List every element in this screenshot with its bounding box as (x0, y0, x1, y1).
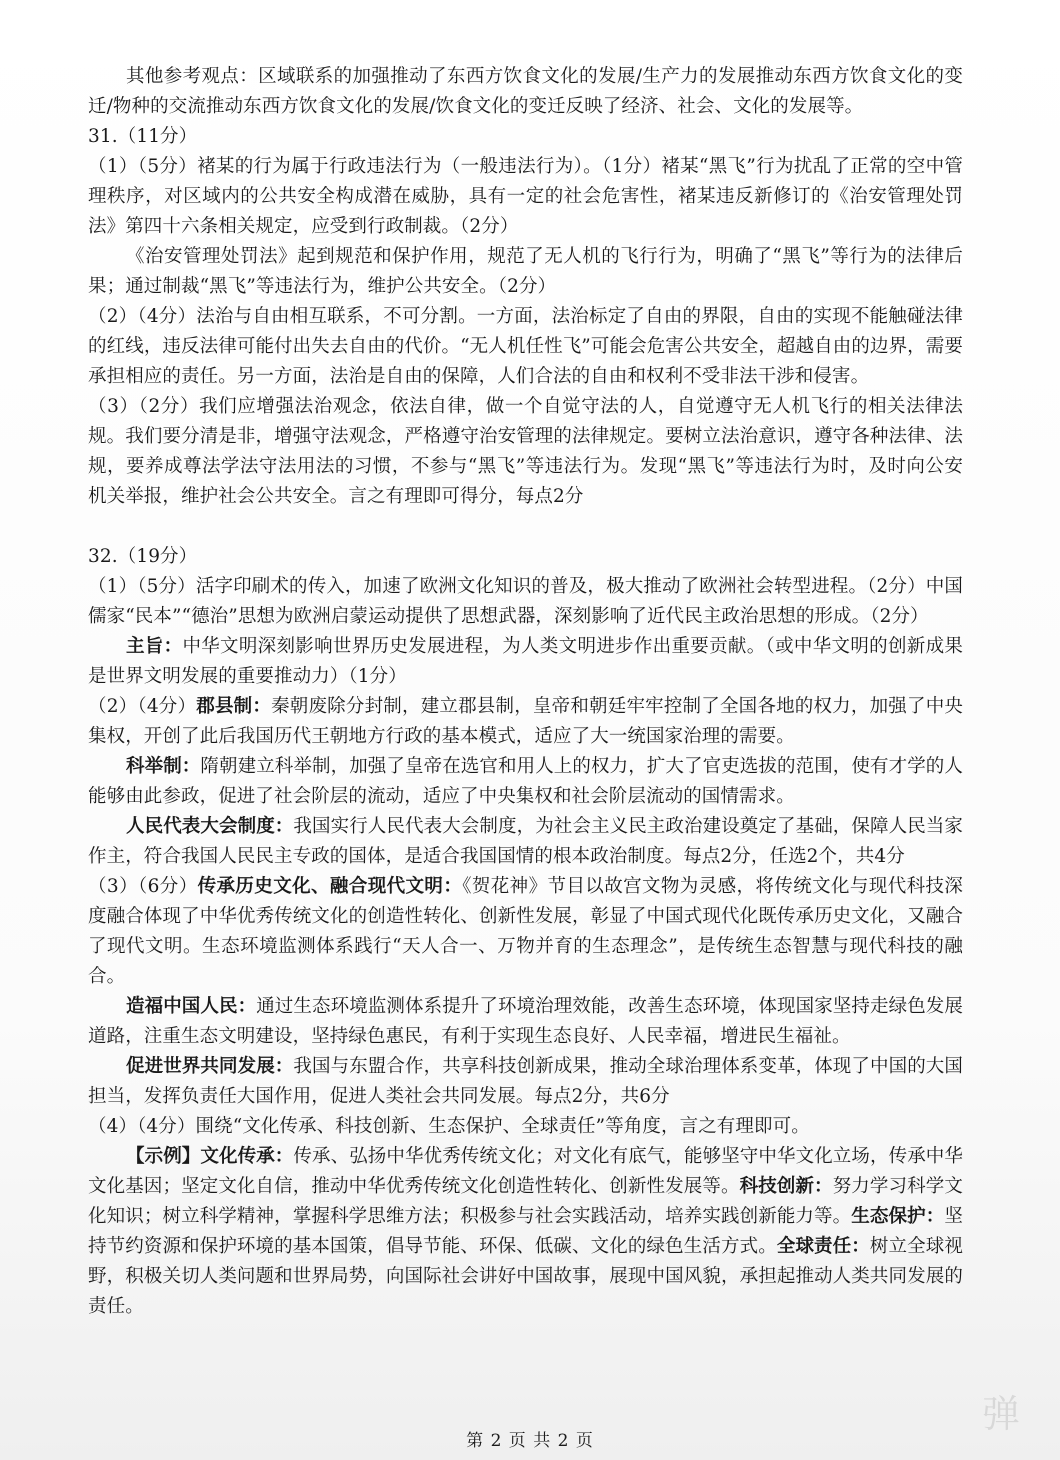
text-segment: 我国实行人民代表大会制度，为社会主义民主政治建设奠定了基础，保障人民当家作主，符合我国人民民主专政的国体，是适合我国国情的根本政治制度。每点2分，任选2个，共4分 (88, 816, 964, 867)
text-segment: （2）（4分）法治与自由相互联系，不可分割。一方面，法治标定了自由的界限，自由的实现不能触碰法律的红线，违反法律可能付出失去自由的代价。“无人机任性飞”可能会危害公共安全，超越自由的边界，需要承担相应的责任。另一方面，法治是自由的保障，人们合法的自由和权利不受非法干涉和侵害。 (88, 306, 963, 387)
bold-label: 人民代表大会制度： (126, 816, 294, 837)
paragraph-32-2-keju (88, 752, 963, 812)
spacer (88, 512, 963, 542)
bold-label: 【示例】文化传承： (126, 1146, 294, 1167)
paragraph-32-3-people (88, 992, 963, 1052)
bold-label: 促进世界共同发展： (126, 1056, 294, 1077)
paragraph-32-3-world (88, 1052, 963, 1112)
text-segment: 树立全球视野，积极关切人类问题和世界局势，向国际社会讲好中国故事，展现中国风貌，承担起推动人类共同发展的责任。 (88, 1236, 963, 1317)
text-segment: 31.（11分） (88, 126, 198, 147)
bold-label: 传承历史文化、融合现代文明： (197, 876, 463, 897)
text-segment: 坚持节约资源和保护环境的基本国策，倡导节能、环保、低碳、文化的绿色生活方式。 (88, 1206, 963, 1257)
paragraph-32-1-theme (88, 632, 963, 692)
text-segment: （2）（4分） (88, 696, 197, 717)
text-segment: （1）（5分）活字印刷术的传入，加速了欧洲文化知识的普及，极大推动了欧洲社会转型进程。（2分）中国儒家“民本”“德治”思想为欧洲启蒙运动提供了思想武器，深刻影响了近代民主政治思想的形成。（2分） (88, 576, 963, 627)
paragraph-31-1-cont (88, 242, 963, 302)
bold-label: 生态保护： (851, 1206, 945, 1227)
paragraph-31-3 (88, 392, 963, 512)
paragraph-32-3 (88, 872, 963, 992)
text-segment: 努力学习科学文化知识；树立科学精神，掌握科学思维方法；积极参与社会实践活动，培养实践创新能力等。 (88, 1176, 963, 1227)
paragraph-32-4-example (88, 1142, 963, 1322)
paragraph-other-views (88, 62, 963, 122)
watermark-glyph: 弹 (982, 1392, 1021, 1436)
bold-label: 造福中国人民： (126, 996, 257, 1017)
text-segment: 《治安管理处罚法》起到规范和保护作用，规范了无人机的飞行行为，明确了“黑飞”等行为的法律后果；通过制裁“黑飞”等违法行为，维护公共安全。（2分） (88, 246, 963, 297)
text-segment: （4）（4分）围绕“文化传承、科技创新、生态保护、全球责任”等角度，言之有理即可。 (88, 1116, 810, 1137)
text-segment: （1）（5分）褚某的行为属于行政违法行为（一般违法行为）。（1分）褚某“黑飞”行为扰乱了正常的空中管理秩序，对区域内的公共安全构成潜在威胁，具有一定的社会危害性，褚某违反新修订的《治安管理处罚法》第四十六条相关规定，应受到行政制裁。（2分） (88, 156, 963, 237)
text-segment: 隋朝建立科举制，加强了皇帝在选官和用人上的权力，扩大了官吏选拔的范围，使有才学的人能够由此参政，促进了社会阶层的流动，适应了中央集权和社会阶层流动的国情需求。 (88, 756, 964, 807)
text-segment: 《贺花神》节目以故宫文物为灵感，将传统文化与现代科技深度融合体现了中华优秀传统文化的创造性转化、创新性发展，彰显了中国式现代化既传承历史文化，又融合了现代文明。生态环境监测体系践行“天人合一、万物并育的生态理念”，是传统生态智慧与现代科技的融合。 (88, 876, 964, 987)
paragraph-32-1 (88, 572, 963, 632)
bold-label: 主旨： (126, 636, 183, 657)
answer-content (88, 62, 963, 1322)
paragraph-31-1 (88, 152, 963, 242)
text-segment: （3）（6分） (88, 876, 198, 897)
text-segment: （3）（2分）我们应增强法治观念，依法自律，做一个自觉守法的人，自觉遵守无人机飞行的相关法律法规。我们要分清是非，增强守法观念，严格遵守治安管理的法律规定。要树立法治意识，遵守各种法律、法规，要养成尊法学法守法用法的习惯，不参与“黑飞”等违法行为。发现“黑飞”等违法行为时，及时向公安机关举报，维护社会公共安全。言之有理即可得分，每点2分 (88, 396, 963, 507)
text-segment: 32.（19分） (88, 546, 198, 567)
text-segment: 通过生态环境监测体系提升了环境治理效能，改善生态环境，体现国家坚持走绿色发展道路，注重生态文明建设，坚持绿色惠民，有利于实现生态良好、人民幸福，增进民生福祉。 (88, 996, 964, 1047)
text-segment: 秦朝废除分封制，建立郡县制，皇帝和朝廷牢牢控制了全国各地的权力，加强了中央集权，开创了此后我国历代王朝地方行政的基本模式，适应了大一统国家治理的需要。 (88, 696, 964, 747)
bold-label: 科技创新： (739, 1176, 833, 1197)
paragraph-31-2 (88, 302, 963, 392)
question-31-heading (88, 122, 963, 152)
bold-label: 郡县制： (196, 696, 272, 717)
bold-label: 全球责任： (776, 1236, 870, 1257)
text-segment: 其他参考观点：区域联系的加强推动了东西方饮食文化的发展/生产力的发展推动东西方饮食文化的变迁/物种的交流推动东西方饮食文化的发展/饮食文化的变迁反映了经济、社会、文化的发展等。 (88, 66, 963, 117)
text-segment: 传承、弘扬中华优秀传统文化；对文化有底气，能够坚守中华文化立场，传承中华文化基因；坚定文化自信，推动中华优秀传统文化创造性转化、创新性发展等。 (88, 1146, 964, 1197)
text-segment: 我国与东盟合作，共享科技创新成果，推动全球治理体系变革，体现了中国的大国担当，发挥负责任大国作用，促进人类社会共同发展。每点2分，共6分 (88, 1056, 964, 1107)
page-footer: 第 2 页 共 2 页 (466, 1431, 594, 1451)
paragraph-32-2 (88, 692, 963, 752)
paragraph-32-2-npc (88, 812, 963, 872)
bold-label: 科举制： (126, 756, 201, 777)
question-32-heading (88, 542, 963, 572)
paragraph-32-4 (88, 1112, 963, 1142)
text-segment: 中华文明深刻影响世界历史发展进程，为人类文明进步作出重要贡献。（或中华文明的创新成果是世界文明发展的重要推动力）（1分） (88, 636, 963, 687)
